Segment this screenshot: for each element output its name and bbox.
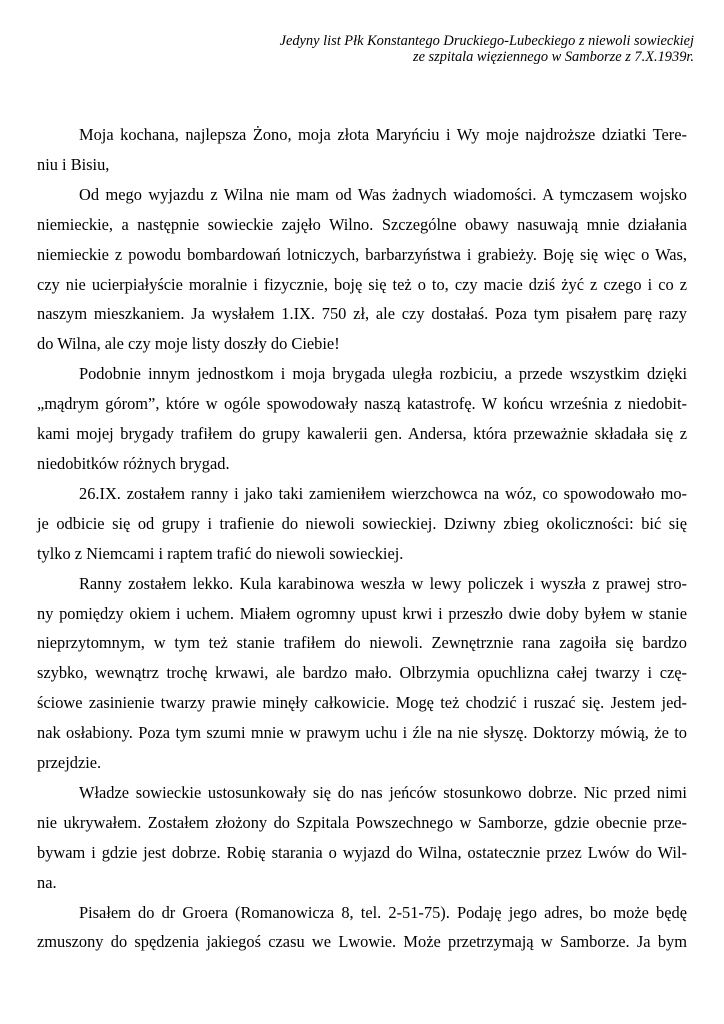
text-line: niu i Bisiu,	[37, 154, 110, 174]
paragraph	[37, 778, 687, 898]
text-line: tylko z Niemcami i raptem trafić do niewoli sowieckiej.	[37, 543, 404, 563]
text-line: Władze sowieckie ustosunkowały się do nas jeńców stosunkowo dobrze. Nic przed nimi	[79, 782, 687, 802]
text-line: „mądrym górom”, które w ogóle spowodowały naszą katastrofę. W końcu września z niedobit-	[37, 394, 687, 414]
paragraph	[37, 120, 687, 180]
paragraph	[37, 180, 687, 359]
header-line-1: Jedyny list Płk Konstantego Druckiego-Lubeckiego z niewoli sowieckiej	[279, 33, 694, 49]
text-line: naszym mieszkaniem. Ja wysłałem 1.IX. 750 zł, ale czy dostałaś. Poza tym pisałem parę razy	[37, 304, 687, 324]
text-line: Moja kochana, najlepsza Żono, moja złota Maryńciu i Wy moje najdroższe dziatki Tere-	[79, 125, 687, 144]
text-line: szybko, wewnątrz trochę krwawi, ale bardzo mało. Olbrzymia opuchlizna całej twarzy i czę-	[37, 663, 687, 683]
text-line: Ranny zostałem lekko. Kula karabinowa weszła w lewy policzek i wyszła z prawej stro-	[79, 573, 687, 593]
text-line: ściowe zasinienie twarzy prawie minęły całkowicie. Mogę też chodzić i ruszać się. Jestem jed-	[37, 693, 687, 713]
letter-header	[280, 33, 694, 65]
paragraph	[37, 479, 687, 569]
text-line: nak osłabiony. Poza tym szumi mnie w prawym uchu i źle na nie słyszę. Doktorzy mówią, że to	[37, 723, 687, 743]
text-line: nie ukrywałem. Zostałem złożony do Szpitala Powszechnego w Samborze, gdzie obecnie prze-	[37, 812, 687, 832]
paragraph	[37, 569, 687, 778]
letter-body	[37, 120, 687, 957]
text-line: na.	[37, 872, 57, 892]
text-line: przejdzie.	[37, 753, 102, 773]
paragraph	[37, 898, 687, 958]
text-line: niemieckie, a następnie sowieckie zajęło Wilno. Szczególne obawy nasuwają mnie działania	[37, 214, 687, 234]
text-line: czy nie ucierpiałyście moralnie i fizycznie, boję się też o to, czy macie dziś żyć z czego i co z	[37, 274, 687, 294]
text-line: do Wilna, ale czy moje listy doszły do Ciebie!	[37, 334, 340, 354]
text-line: niemieckie z powodu bombardowań lotniczych, barbarzyństwa i grabieży. Boję się więc o Was,	[37, 244, 687, 264]
header-line-2: ze szpitala więziennego w Samborze z 7.X.1939r.	[412, 49, 694, 65]
text-line: Od mego wyjazdu z Wilna nie mam od Was żadnych wiadomości. A tymczasem wojsko	[79, 184, 687, 204]
text-line: zmuszony do spędzenia jakiegoś czasu we Lwowie. Może przetrzymają w Samborze. Ja bym	[37, 932, 687, 952]
text-line: niedobitków różnych brygad.	[37, 453, 230, 473]
text-line: nieprzytomnym, w tym też stanie trafiłem do niewoli. Zewnętrznie rana zagoiła się bardzo	[37, 633, 687, 653]
text-line: bywam i gdzie jest dobrze. Robię starania o wyjazd do Wilna, ostatecznie przez Lwów do Wil-	[37, 842, 687, 862]
text-line: kami mojej brygady trafiłem do grupy kawalerii gen. Andersa, która przeważnie składała się z	[37, 424, 687, 444]
text-line: Podobnie innym jednostkom i moja brygada uległa rozbiciu, a przede wszystkim dzięki	[79, 364, 687, 384]
text-line: je odbicie się od grupy i trafienie do niewoli sowieckiej. Dziwny zbieg okoliczności: bić się	[37, 513, 687, 533]
text-line: 26.IX. zostałem ranny i jako taki zamieniłem wierzchowca na wóz, co spowodowało mo-	[79, 483, 687, 503]
text-line: Pisałem do dr Groera (Romanowicza 8, tel. 2-51-75). Podaję jego adres, bo może będę	[79, 902, 687, 922]
text-line: ny pomiędzy okiem i uchem. Miałem ogromny upust krwi i przeszło dwie doby byłem w stanie	[37, 603, 687, 623]
paragraph	[37, 359, 687, 479]
